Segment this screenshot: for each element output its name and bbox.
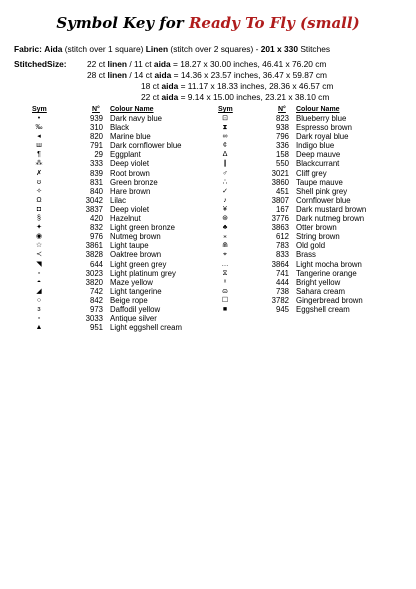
stitch-symbol: •: [37, 115, 41, 122]
fabric-line: [14, 44, 330, 54]
dmc-number: 612: [275, 232, 289, 242]
symbol-key-row: [208, 241, 416, 250]
symbol-table-left: [0, 114, 208, 332]
symbol-key-row: [0, 323, 208, 332]
dmc-number: 3776: [271, 214, 289, 224]
symbol-key-row: [208, 305, 416, 314]
dmc-number: 951: [89, 323, 103, 333]
colour-name: String brown: [296, 232, 340, 242]
fabric-linen: Linen: [145, 44, 169, 54]
stitch-symbol: ☆: [35, 242, 43, 250]
stitch-symbol: …: [221, 260, 229, 268]
colour-name: Deep violet: [110, 159, 150, 169]
stitch-symbol: ◓: [36, 278, 42, 286]
symbol-key-row: [0, 169, 208, 178]
stitch-symbol: ◂: [37, 133, 41, 141]
colour-name: Taupe mauve: [296, 177, 343, 187]
symbol-key-row: [0, 314, 208, 323]
size-fabric: linen: [107, 70, 128, 80]
symbol-key-row: [0, 214, 208, 223]
colour-name: Dark cornflower blue: [110, 141, 182, 151]
design-name: Ready To Fly (small): [188, 14, 360, 32]
stitch-symbol: Ω: [36, 196, 42, 204]
colour-name: Hazelnut: [110, 214, 141, 224]
stitch-symbol: ✓: [222, 187, 228, 195]
size-fabric: aida: [161, 81, 179, 91]
colour-name: Black: [110, 123, 130, 133]
dmc-number: 741: [275, 268, 289, 278]
dmc-number: 158: [275, 150, 289, 160]
fabric-linen-note: (stitch over 2 squares) -: [170, 44, 259, 54]
stitch-symbol: ¶: [37, 151, 41, 159]
colour-name: Hare brown: [110, 186, 151, 196]
colour-name: Indigo blue: [296, 141, 335, 151]
dmc-number: 420: [89, 214, 103, 224]
colour-name: Cornflower blue: [296, 195, 351, 205]
dmc-number: 3828: [85, 250, 103, 260]
symbol-key-row: [208, 278, 416, 287]
stitch-symbol: ♣: [222, 224, 228, 232]
size-fabric: aida: [161, 92, 179, 102]
size-line-4: [141, 92, 329, 102]
colour-name: Antique silver: [110, 314, 157, 324]
dmc-number: 451: [275, 186, 289, 196]
dmc-number: 833: [275, 250, 289, 260]
symbol-key-row: [208, 123, 416, 132]
size-count: 22 ct: [141, 92, 160, 102]
stitch-symbol: ▲: [35, 324, 43, 332]
symbol-key-row: [0, 278, 208, 287]
dmc-number: 3023: [85, 268, 103, 278]
colour-name: Sahara cream: [296, 286, 345, 296]
dmc-number: 839: [89, 168, 103, 178]
stitch-symbol: ◥: [36, 260, 42, 268]
dmc-number: 831: [89, 177, 103, 187]
stitch-symbol: ⊡: [222, 115, 228, 122]
size-line-1: [87, 59, 326, 69]
colour-name: Deep violet: [110, 204, 150, 214]
symbol-key-row: [0, 241, 208, 250]
dmc-number: 738: [275, 286, 289, 296]
dmc-number: 832: [89, 223, 103, 233]
stitch-symbol: ∞: [222, 133, 228, 141]
stitch-symbol: ¥: [223, 205, 227, 213]
colour-name: Light tangerine: [110, 286, 162, 296]
symbol-key-row: [208, 223, 416, 232]
symbol-key-row: [208, 141, 416, 150]
colour-name: Deep mauve: [296, 150, 341, 160]
symbol-key-row: [208, 114, 416, 123]
stitch-symbol: ≺: [36, 251, 42, 259]
symbol-key-row: [0, 287, 208, 296]
size-fabric: aida: [154, 70, 172, 80]
colour-name: Light platinum grey: [110, 268, 176, 278]
symbol-key-row: [208, 214, 416, 223]
stitch-symbol: ✗: [36, 169, 42, 177]
stitch-symbol: ˣ: [223, 278, 227, 286]
symbol-key-row: [208, 187, 416, 196]
colour-name: Marine blue: [110, 132, 151, 142]
dmc-number: 310: [89, 123, 103, 133]
dmc-number: 3021: [271, 168, 289, 178]
dmc-number: 333: [89, 159, 103, 169]
stitch-symbol: ɷ: [222, 287, 228, 295]
symbol-key-row: [208, 132, 416, 141]
symbol-key-row: [0, 205, 208, 214]
dmc-number: 3864: [271, 259, 289, 269]
size-line-3: [141, 81, 333, 91]
stitch-symbol: §: [37, 215, 41, 223]
dmc-number: 3782: [271, 295, 289, 305]
colour-name: Dark royal blue: [296, 132, 349, 142]
size-line-2: [87, 70, 327, 80]
symbol-key-row: [0, 132, 208, 141]
colour-name: Oaktree brown: [110, 250, 162, 260]
size-count: 18 ct: [141, 81, 160, 91]
symbol-key-row: [208, 232, 416, 241]
colour-name: Dark nutmeg brown: [296, 214, 365, 224]
dmc-number: 550: [275, 159, 289, 169]
stitch-symbol: ◘: [36, 205, 42, 213]
title-prefix: Symbol Key for: [56, 14, 184, 32]
colour-name: Bright yellow: [296, 277, 341, 287]
stitch-symbol: ⁂: [35, 160, 43, 168]
dmc-number: 3033: [85, 314, 103, 324]
stitch-symbol: ❙: [222, 160, 228, 168]
colour-name: Light taupe: [110, 241, 149, 251]
dmc-number: 3860: [271, 177, 289, 187]
dmc-number: 796: [275, 132, 289, 142]
dmc-number: 3863: [271, 223, 289, 233]
symbol-key-row: [208, 196, 416, 205]
stitch-symbol: ▫: [37, 269, 41, 277]
dmc-number: 742: [89, 286, 103, 296]
symbol-key-row: [0, 223, 208, 232]
stitch-symbol: ᐃ: [222, 151, 228, 159]
colour-name: Cliff grey: [296, 168, 327, 178]
colour-name: Maze yellow: [110, 277, 153, 287]
stitches-word: Stitches: [300, 44, 331, 54]
symbol-key-row: [0, 305, 208, 314]
dmc-number: 3042: [85, 195, 103, 205]
dmc-number: 3807: [271, 195, 289, 205]
stitch-symbol: ✧: [36, 187, 42, 195]
stitch-symbol: ○: [36, 296, 42, 304]
size-dimensions: = 18.27 x 30.00 inches, 46.41 x 76.20 cm: [173, 59, 327, 69]
symbol-key-row: [0, 196, 208, 205]
fabric-aida: Aida: [44, 44, 63, 54]
symbol-key-row: [0, 269, 208, 278]
dmc-number: 3861: [85, 241, 103, 251]
colour-name: Light eggshell cream: [110, 323, 182, 333]
symbol-key-row: [0, 178, 208, 187]
stitch-symbol: ◢: [36, 287, 42, 295]
stitch-symbol: ⌖: [223, 251, 227, 259]
colour-name: Old gold: [296, 241, 326, 251]
colour-name: Light mocha brown: [296, 259, 362, 269]
size-dimensions: = 11.17 x 18.33 inches, 28.36 x 46.57 cm: [180, 81, 334, 91]
stitch-symbol: ◉: [35, 233, 43, 241]
colour-name: Light green grey: [110, 259, 167, 269]
colour-name: Blackcurrant: [296, 159, 340, 169]
header-sym-right: Sym: [218, 106, 233, 113]
stitch-symbol: ⁎: [223, 233, 227, 241]
dmc-number: 3837: [85, 204, 103, 214]
dmc-number: 840: [89, 186, 103, 196]
symbol-key-row: [208, 169, 416, 178]
stitch-symbol: ɜ: [37, 305, 41, 313]
header-num-right: N°: [278, 106, 286, 113]
symbol-key-row: [208, 178, 416, 187]
symbol-key-row: [0, 123, 208, 132]
symbol-key-row: [0, 232, 208, 241]
size-dimensions: = 14.36 x 23.57 inches, 36.47 x 59.87 cm: [173, 70, 328, 80]
symbol-key-row: [208, 296, 416, 305]
stitch-symbol: ⋒: [222, 242, 228, 250]
size-count: / 14 ct: [129, 70, 153, 80]
header-sym-left: Sym: [32, 106, 47, 113]
symbol-key-row: [0, 296, 208, 305]
size-count: 22 ct: [87, 59, 106, 69]
colour-name: Espresso brown: [296, 123, 352, 133]
symbol-key-row: [0, 159, 208, 168]
stitch-symbol: ∴: [222, 178, 228, 186]
dmc-number: 945: [275, 304, 289, 314]
colour-name: Light green bronze: [110, 223, 176, 233]
colour-name: Tangerine orange: [296, 268, 357, 278]
fabric-aida-note: (stitch over 1 square): [64, 44, 144, 54]
colour-name: Otter brown: [296, 223, 337, 233]
symbol-key-row: [208, 205, 416, 214]
dmc-number: 444: [275, 277, 289, 287]
colour-name: Eggplant: [110, 150, 141, 160]
colour-name: Eggshell cream: [296, 304, 350, 314]
colour-name: Dark navy blue: [110, 114, 163, 123]
stitch-symbol: ☐: [221, 296, 229, 304]
colour-name: Root brown: [110, 168, 150, 178]
size-fabric: linen: [107, 59, 128, 69]
dmc-number: 823: [275, 114, 289, 123]
size-dimensions: = 9.14 x 15.00 inches, 23.21 x 38.10 cm: [180, 92, 330, 102]
stitched-size-label: StitchedSize:: [14, 59, 67, 69]
symbol-key-row: [0, 141, 208, 150]
colour-name: Shell pink grey: [296, 186, 348, 196]
header-name-right: Colour Name: [296, 106, 340, 113]
colour-name: Blueberry blue: [296, 114, 347, 123]
stitch-symbol: ʊ: [37, 178, 41, 186]
symbol-key-row: [0, 260, 208, 269]
stitch-symbol: ♪: [223, 196, 227, 204]
symbol-key-row: [0, 150, 208, 159]
stitch-symbol: ‰: [35, 124, 43, 132]
stitch-count: 201 x 330: [260, 44, 298, 54]
dmc-number: 29: [94, 150, 103, 160]
fabric-label: Fabric:: [14, 44, 42, 54]
dmc-number: 973: [89, 304, 103, 314]
symbol-key-row: [208, 269, 416, 278]
dmc-number: 644: [89, 259, 103, 269]
header-num-left: N°: [92, 106, 100, 113]
colour-name: Brass: [296, 250, 316, 260]
stitch-symbol: ▫: [37, 315, 41, 323]
stitch-symbol: ⧗: [222, 124, 228, 132]
stitch-symbol: ✦: [36, 224, 42, 232]
symbol-key-row: [208, 250, 416, 259]
stitch-symbol: ⧖: [222, 269, 228, 277]
dmc-number: 167: [275, 204, 289, 214]
colour-name: Daffodil yellow: [110, 304, 161, 314]
symbol-key-row: [0, 250, 208, 259]
stitch-symbol: ¢: [223, 142, 227, 150]
symbol-key-row: [208, 159, 416, 168]
stitch-symbol: ш: [36, 142, 42, 150]
dmc-number: 938: [275, 123, 289, 133]
symbol-key-row: [208, 287, 416, 296]
dmc-number: 791: [89, 141, 103, 151]
page-title: [0, 14, 416, 32]
colour-name: Dark mustard brown: [296, 204, 367, 214]
header-name-left: Colour Name: [110, 106, 154, 113]
symbol-key-row: [0, 187, 208, 196]
dmc-number: 336: [275, 141, 289, 151]
size-count: 28 ct: [87, 70, 106, 80]
dmc-number: 939: [89, 114, 103, 123]
size-fabric: aida: [153, 59, 171, 69]
stitch-symbol: ■: [222, 305, 228, 313]
dmc-number: 976: [89, 232, 103, 242]
colour-name: Beige rope: [110, 295, 148, 305]
size-count: / 11 ct: [129, 59, 152, 69]
stitch-symbol: ⊛: [222, 215, 228, 223]
symbol-table-right: [208, 114, 416, 314]
dmc-number: 842: [89, 295, 103, 305]
symbol-key-row: [0, 114, 208, 123]
stitch-symbol: ♂: [222, 169, 228, 177]
colour-name: Nutmeg brown: [110, 232, 161, 242]
dmc-number: 3820: [85, 277, 103, 287]
colour-name: Gingerbread brown: [296, 295, 363, 305]
symbol-key-row: [208, 150, 416, 159]
symbol-key-row: [208, 260, 416, 269]
dmc-number: 783: [275, 241, 289, 251]
colour-name: Green bronze: [110, 177, 158, 187]
colour-name: Lilac: [110, 195, 127, 205]
dmc-number: 820: [89, 132, 103, 142]
